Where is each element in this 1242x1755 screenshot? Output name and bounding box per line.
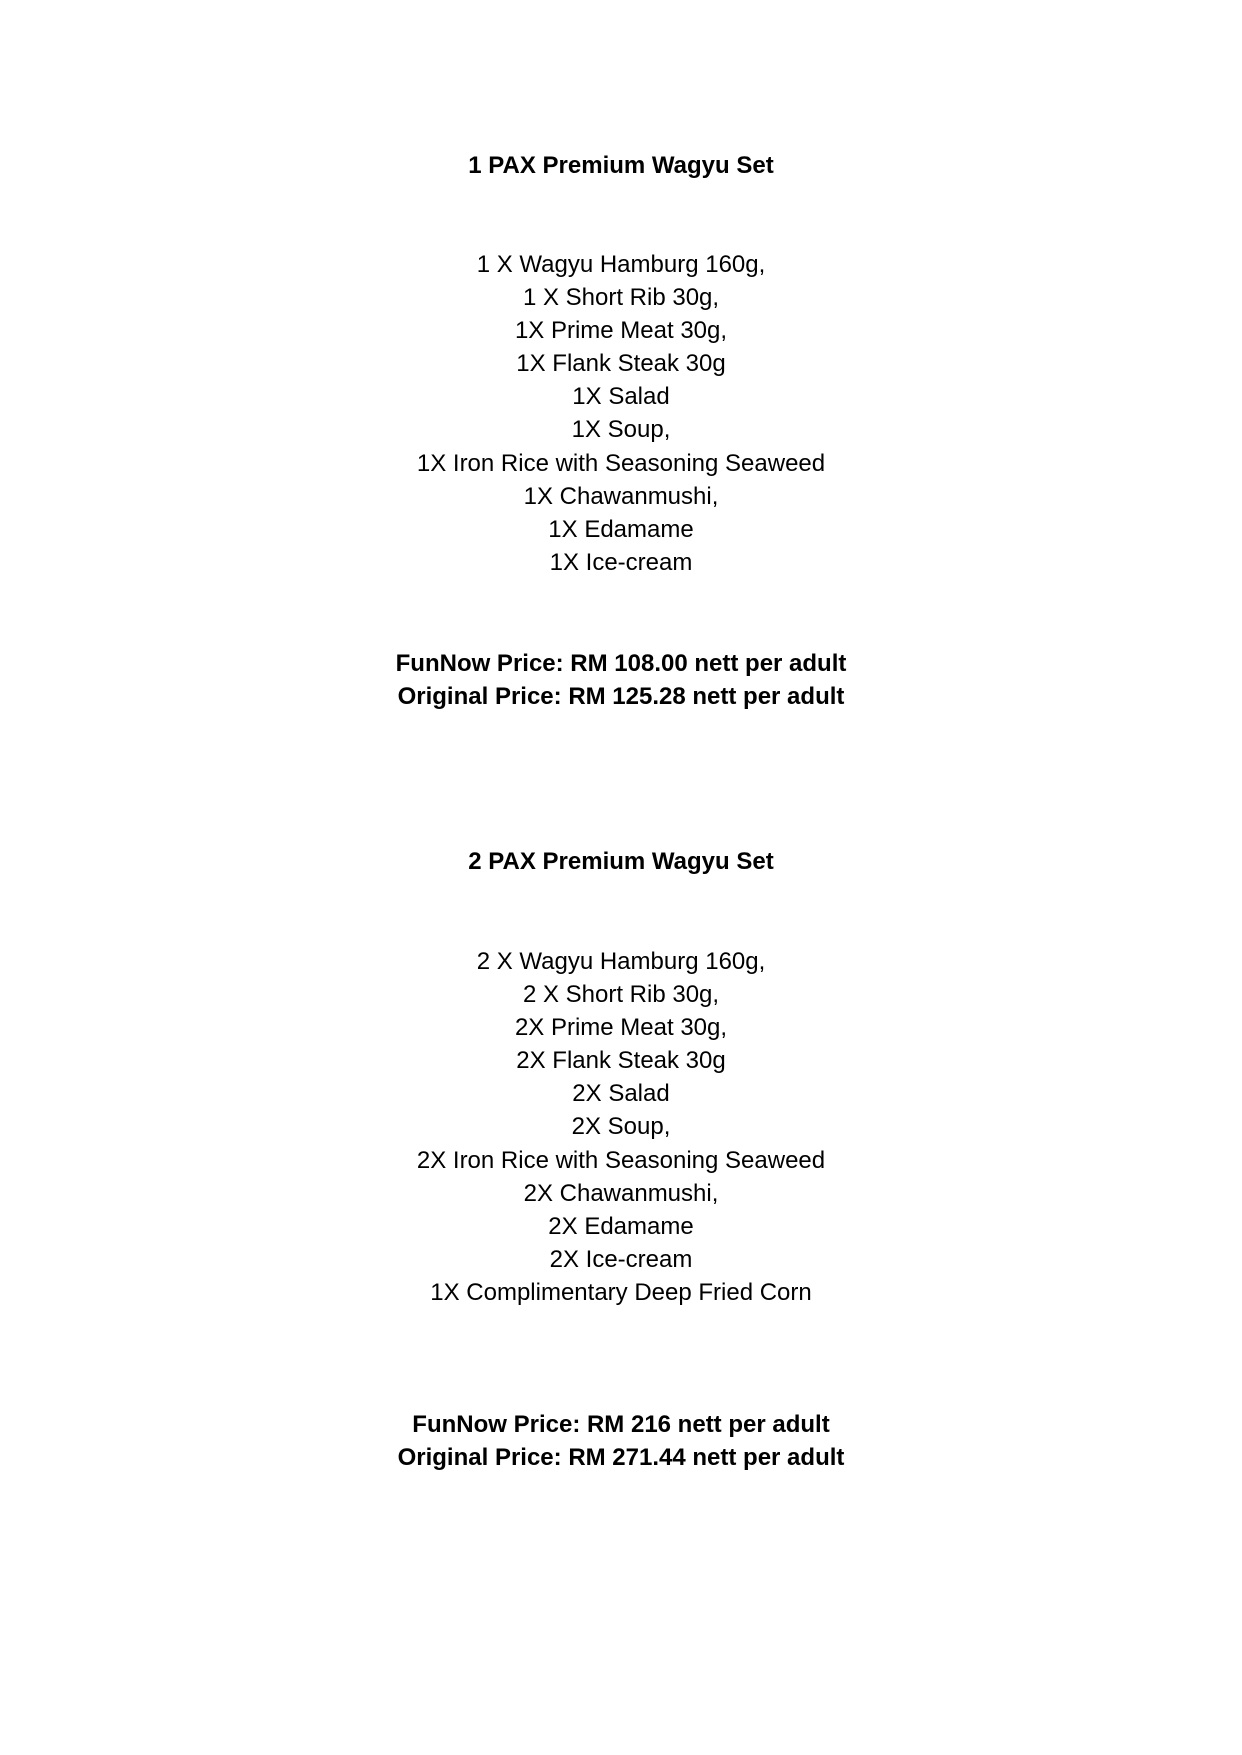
list-item: 2X Edamame — [548, 1212, 694, 1240]
list-item: 1X Chawanmushi, — [523, 482, 719, 510]
list-item: 2X Flank Steak 30g — [516, 1047, 726, 1075]
list-item: 2 X Wagyu Hamburg 160g, — [476, 948, 766, 975]
set-2-prices-block — [0, 1408, 1242, 1474]
list-item: 2X Ice-cream — [549, 1245, 693, 1273]
list-item: 1X Salad — [572, 383, 670, 411]
funnow-price: FunNow Price: RM 108.00 nett per adult — [395, 650, 847, 677]
list-item: 1X Prime Meat 30g, — [514, 317, 728, 345]
set-title: 2 PAX Premium Wagyu Set — [468, 848, 774, 875]
list-item: 1X Iron Rice with Seasoning Seaweed — [416, 449, 826, 477]
set-title: 1 PAX Premium Wagyu Set — [468, 152, 774, 179]
set-1-prices-block — [0, 647, 1242, 713]
list-item: 1X Edamame — [548, 515, 694, 543]
original-price: Original Price: RM 125.28 nett per adult — [397, 683, 845, 710]
list-item: 2X Prime Meat 30g, — [514, 1014, 728, 1042]
set-2-items-block — [0, 945, 1242, 1309]
list-item: 2X Salad — [572, 1080, 670, 1108]
list-item: 1 X Wagyu Hamburg 160g, — [476, 251, 766, 278]
list-item: 2X Iron Rice with Seasoning Seaweed — [416, 1146, 826, 1174]
original-price: Original Price: RM 271.44 nett per adult — [397, 1444, 845, 1471]
list-item: 2X Chawanmushi, — [523, 1179, 719, 1207]
set-2-title-block — [0, 845, 1242, 878]
set-items-list — [0, 945, 1242, 1309]
set-1-title-block — [0, 149, 1242, 182]
list-item: 2 X Short Rib 30g, — [522, 981, 720, 1009]
list-item: 1X Complimentary Deep Fried Corn — [430, 1278, 812, 1306]
list-item: 1 X Short Rib 30g, — [522, 284, 720, 312]
list-item: 1X Soup, — [571, 416, 671, 444]
set-items-list — [0, 248, 1242, 579]
list-item: 1X Ice-cream — [549, 548, 693, 576]
list-item: 1X Flank Steak 30g — [516, 350, 726, 378]
set-1-items-block — [0, 248, 1242, 579]
list-item: 2X Soup, — [571, 1113, 671, 1141]
funnow-price: FunNow Price: RM 216 nett per adult — [412, 1411, 830, 1438]
